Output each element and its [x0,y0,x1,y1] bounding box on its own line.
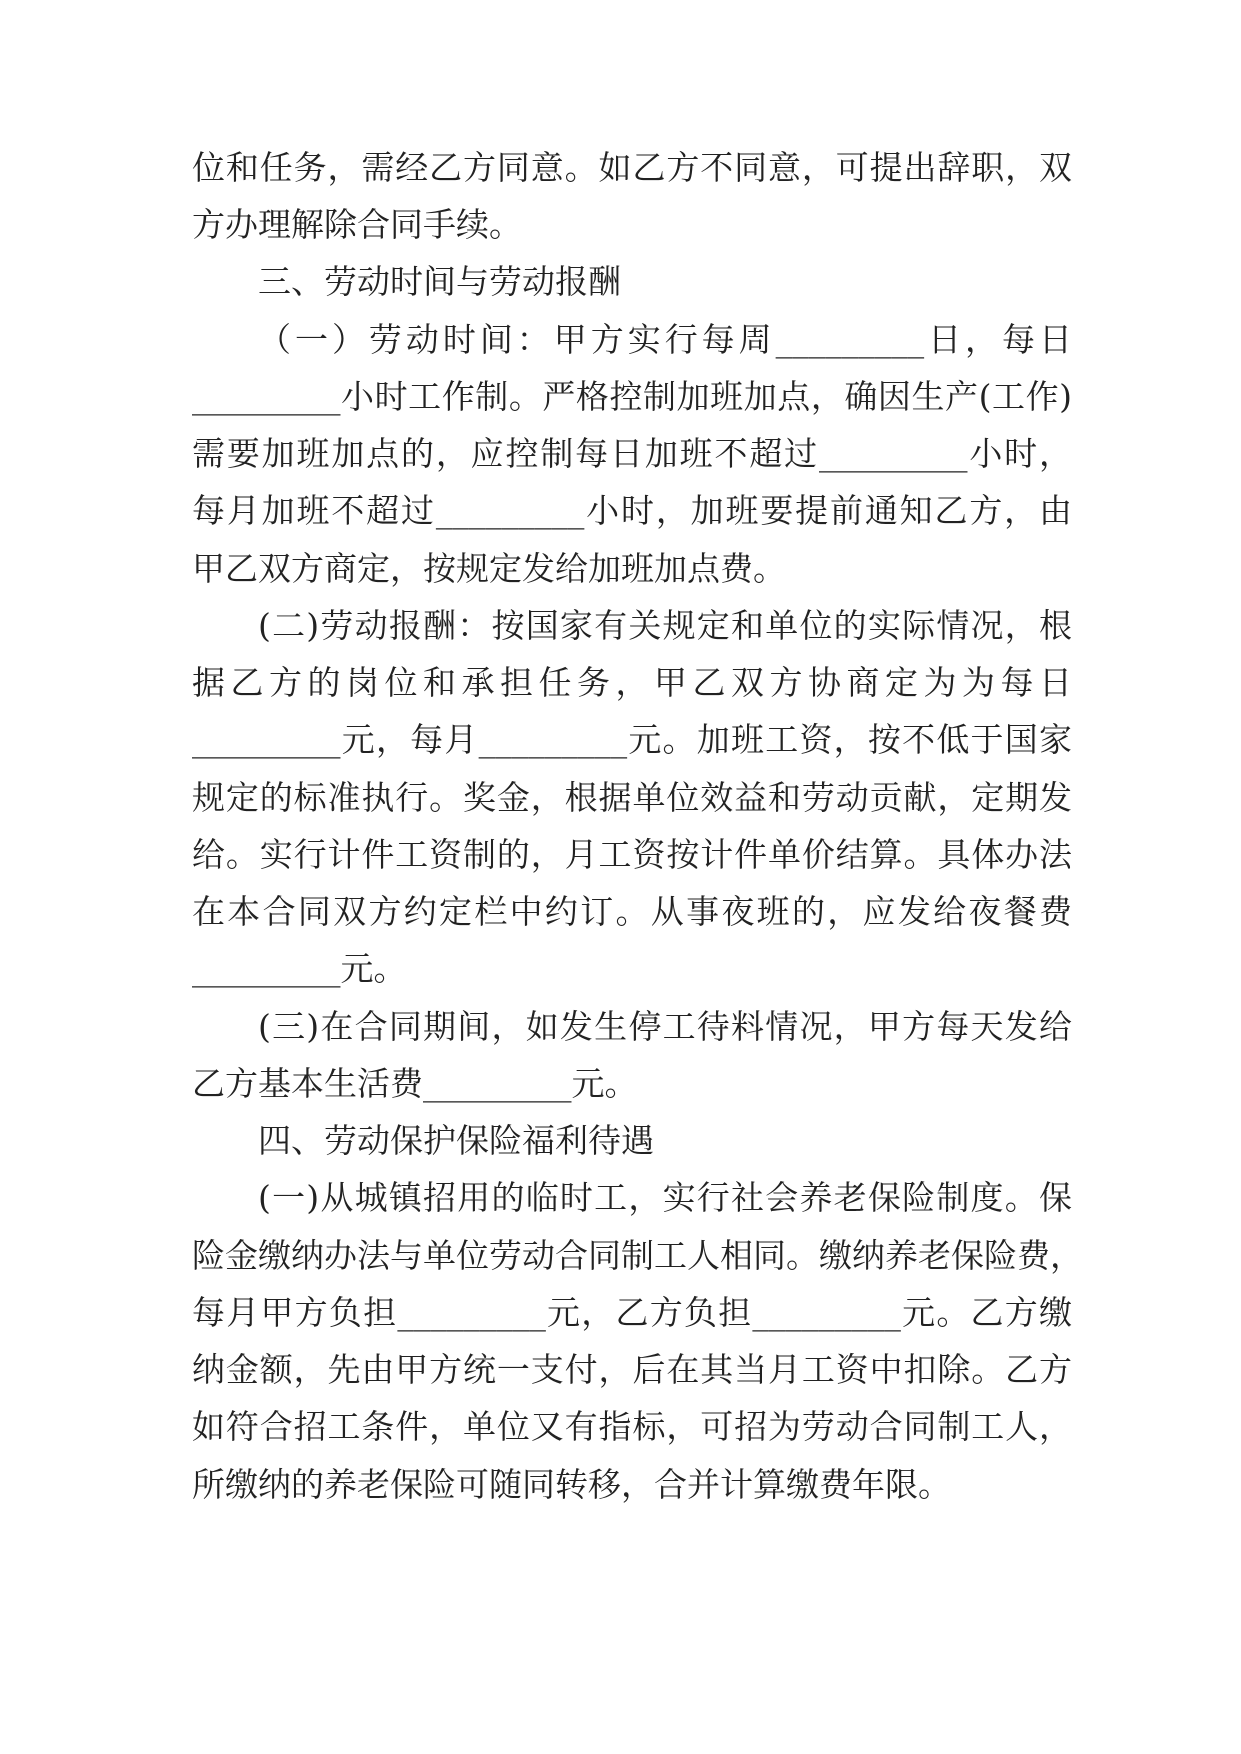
paragraph-line: 乙方基本生活费_________元。 [192,1064,638,1103]
paragraph-line: _________元，每月_________元。加班工资，按不低于国家 [192,720,1072,759]
paragraph-line: 甲乙双方商定，按规定发给加班加点费。 [192,549,786,588]
paragraph-line: 如符合招工条件，单位又有指标，可招为劳动合同制工人， [192,1407,1072,1446]
paragraph-line: 每月甲方负担_________元，乙方负担_________元。乙方缴 [192,1293,1072,1332]
paragraph-line: 在本合同双方约定栏中约订。从事夜班的，应发给夜餐费 [192,892,1072,931]
paragraph-line: (一)从城镇招用的临时工，实行社会养老保险制度。保 [258,1178,1072,1217]
paragraph-line: 方办理解除合同手续。 [192,205,522,244]
section-heading: 三、劳动时间与劳动报酬 [258,262,621,301]
paragraph-line: （一）劳动时间：甲方实行每周_________日，每日 [258,320,1072,359]
paragraph-line: 规定的标准执行。奖金，根据单位效益和劳动贡献，定期发 [192,778,1072,817]
paragraph-line: 给。实行计件工资制的，月工资按计件单价结算。具体办法 [192,835,1072,874]
paragraph-line: 所缴纳的养老保险可随同转移，合并计算缴费年限。 [192,1465,951,1504]
paragraph-line: _________元。 [192,949,407,988]
paragraph-line: 险金缴纳办法与单位劳动合同制工人相同。缴纳养老保险费， [192,1236,1083,1275]
paragraph-line: _________小时工作制。严格控制加班加点，确因生产(工作) [192,377,1072,416]
paragraph-line: 位和任务，需经乙方同意。如乙方不同意，可提出辞职，双 [192,148,1072,187]
paragraph-line: 纳金额，先由甲方统一支付，后在其当月工资中扣除。乙方 [192,1350,1072,1389]
paragraph-line: 每月加班不超过_________小时，加班要提前通知乙方，由 [192,491,1072,530]
paragraph-line: (三)在合同期间，如发生停工待料情况，甲方每天发给 [258,1007,1072,1046]
section-heading: 四、劳动保护保险福利待遇 [258,1121,654,1160]
paragraph-line: 需要加班加点的，应控制每日加班不超过_________小时， [192,434,1072,473]
paragraph-line: (二)劳动报酬：按国家有关规定和单位的实际情况，根 [258,606,1072,645]
paragraph-line: 据乙方的岗位和承担任务，甲乙双方协商定为为每日 [192,663,1072,702]
